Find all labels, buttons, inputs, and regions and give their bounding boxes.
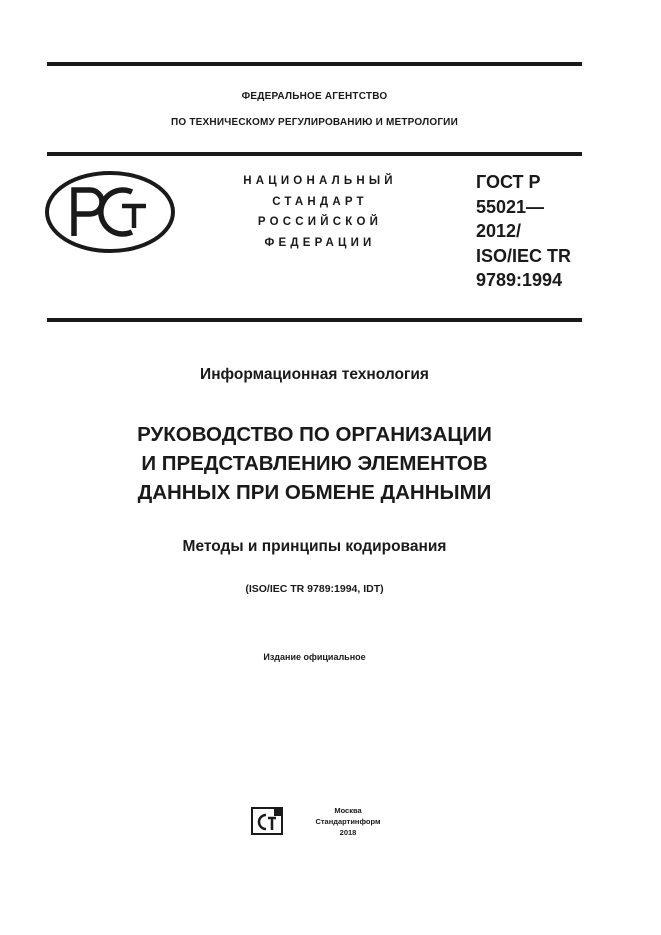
standard-type [214,171,426,253]
publisher-city: Москва [334,806,362,815]
rst-logo-icon [44,170,176,254]
designation-line: 2012/ [476,221,522,241]
standard-type-line: СТАНДАРТ [272,195,368,208]
standard-type-line: НАЦИОНАЛЬНЫЙ [243,175,397,187]
designation-line: 9789:1994 [476,270,563,290]
agency-line-1: ФЕДЕРАЛЬНОЕ АГЕНТСТВО [241,91,388,102]
main-title-line: ДАННЫХ ПРИ ОБМЕНЕ ДАННЫМИ [137,481,492,504]
main-title [47,420,582,507]
header-upper-rule [47,152,582,156]
header-lower-rule [47,318,582,322]
designation-line: ГОСТ Р [476,172,541,192]
edition-note: Издание официальное [263,652,366,662]
equivalence-note: (ISO/IEC TR 9789:1994, IDT) [245,583,384,595]
top-rule [47,62,582,66]
standard-type-line: ФЕДЕРАЦИИ [264,236,376,249]
standard-type-line: РОССИЙСКОЙ [257,216,383,228]
agency-line-2: ПО ТЕХНИЧЕСКОМУ РЕГУЛИРОВАНИЮ И МЕТРОЛОГИИ [171,117,458,128]
main-title-line: РУКОВОДСТВО ПО ОРГАНИЗАЦИИ [137,423,492,446]
main-title-line: И ПРЕДСТАВЛЕНИЮ ЭЛЕМЕНТОВ [141,452,488,475]
publisher-name: Стандартинформ [315,817,381,826]
standard-designation [476,170,586,293]
publisher-info [300,805,396,838]
standartinform-logo-icon [250,806,286,836]
designation-line: ISO/IEC TR [476,245,572,266]
part-title: Методы и принципы кодирования [182,538,447,555]
subject-title: Информационная технология [200,366,429,383]
designation-line: 55021— [476,196,545,217]
publisher-year: 2018 [339,828,357,837]
